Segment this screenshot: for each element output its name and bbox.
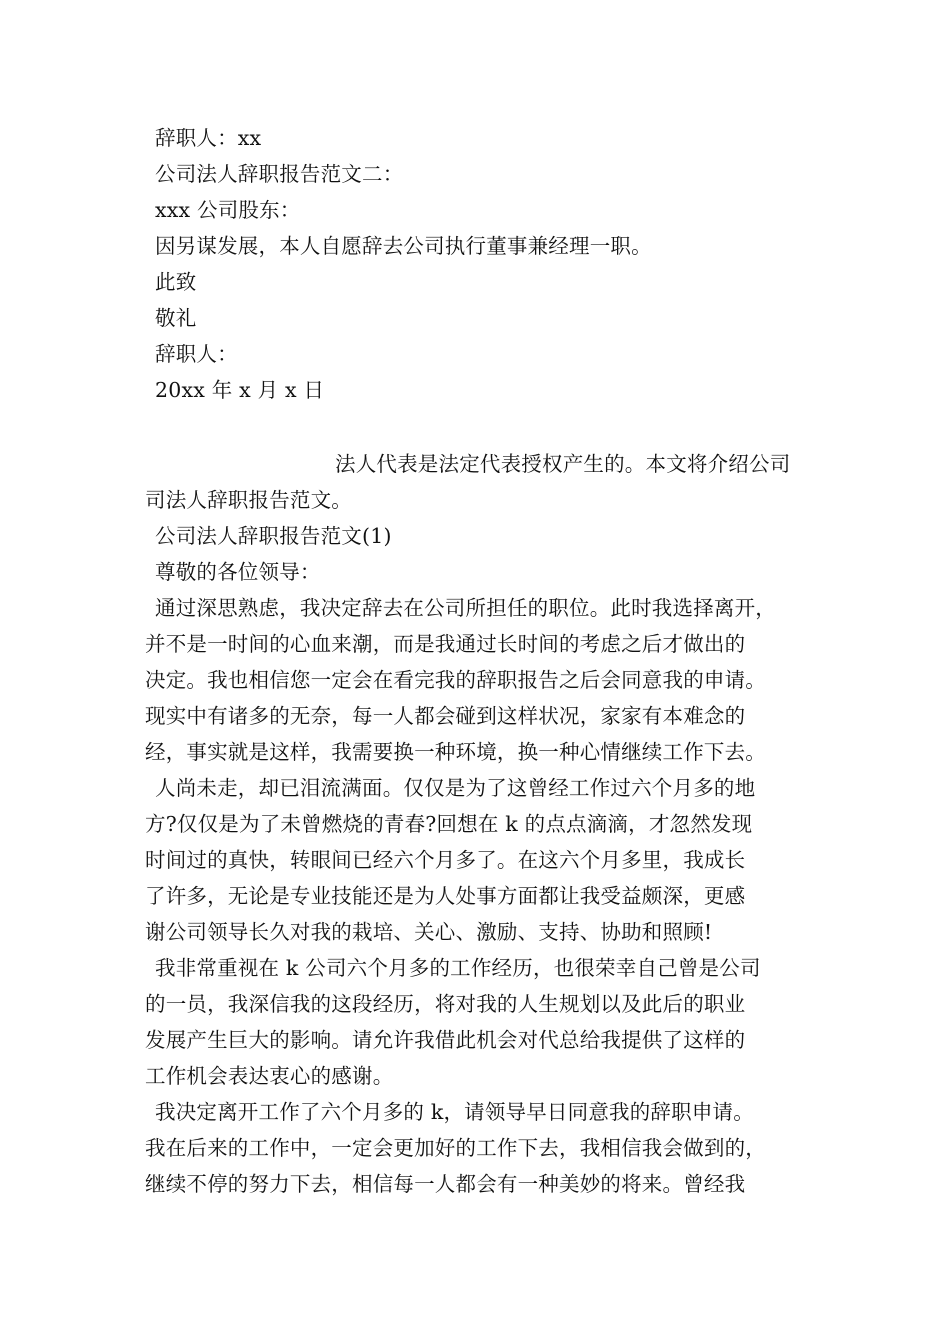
body-line: 我非常重视在 k 公司六个月多的工作经历，也很荣幸自己曾是公司 — [155, 956, 761, 980]
signer-line: 辞职人：xx — [155, 126, 262, 150]
body-line: 并不是一时间的心血来潮，而是我通过长时间的考虑之后才做出的 — [145, 632, 746, 656]
signer-blank-line: 辞职人： — [155, 342, 238, 366]
article-title: 公司法人辞职报告范文(1) — [155, 524, 392, 548]
date-line: 20xx 年 x 月 x 日 — [155, 378, 325, 402]
body-line: 谢公司领导长久对我的栽培、关心、激励、支持、协助和照顾! — [145, 920, 713, 944]
intro-line-1: 法人代表是法定代表授权产生的。本文将介绍公司 — [335, 452, 791, 476]
body-line: 我在后来的工作中，一定会更加好的工作下去，我相信我会做到的， — [145, 1136, 766, 1160]
body-line: 继续不停的努力下去，相信每一人都会有一种美妙的将来。曾经我 — [145, 1172, 746, 1196]
article-salutation: 尊敬的各位领导： — [155, 560, 321, 584]
body-line: 工作机会表达衷心的感谢。 — [145, 1064, 394, 1088]
salutation-line: xxx 公司股东： — [155, 198, 301, 222]
closing-line-2: 敬礼 — [155, 306, 197, 330]
body-line: 人尚未走，却已泪流满面。仅仅是为了这曾经工作过六个月多的地 — [155, 776, 756, 800]
resignation-statement: 因另谋发展，本人自愿辞去公司执行董事兼经理一职。 — [155, 234, 652, 258]
body-line: 通过深思熟虑，我决定辞去在公司所担任的职位。此时我选择离开， — [155, 596, 776, 620]
body-line: 决定。我也相信您一定会在看完我的辞职报告之后会同意我的申请。 — [145, 668, 766, 692]
body-line: 现实中有诸多的无奈，每一人都会碰到这样状况，家家有本难念的 — [145, 704, 746, 728]
body-line: 发展产生巨大的影响。请允许我借此机会对代总给我提供了这样的 — [145, 1028, 746, 1052]
body-line: 时间过的真快，转眼间已经六个月多了。在这六个月多里，我成长 — [145, 848, 746, 872]
body-line: 我决定离开工作了六个月多的 k，请领导早日同意我的辞职申请。 — [155, 1100, 754, 1124]
body-line: 经，事实就是这样，我需要换一种环境，换一种心情继续工作下去。 — [145, 740, 766, 764]
section-heading: 公司法人辞职报告范文二： — [155, 162, 404, 186]
closing-line-1: 此致 — [155, 270, 197, 294]
body-line: 的一员，我深信我的这段经历，将对我的人生规划以及此后的职业 — [145, 992, 746, 1016]
body-line: 方?仅仅是为了未曾燃烧的青春?回想在 k 的点点滴滴，才忽然发现 — [145, 812, 753, 836]
body-line: 了许多，无论是专业技能还是为人处事方面都让我受益颇深，更感 — [145, 884, 746, 908]
intro-line-2: 司法人辞职报告范文。 — [145, 488, 352, 512]
